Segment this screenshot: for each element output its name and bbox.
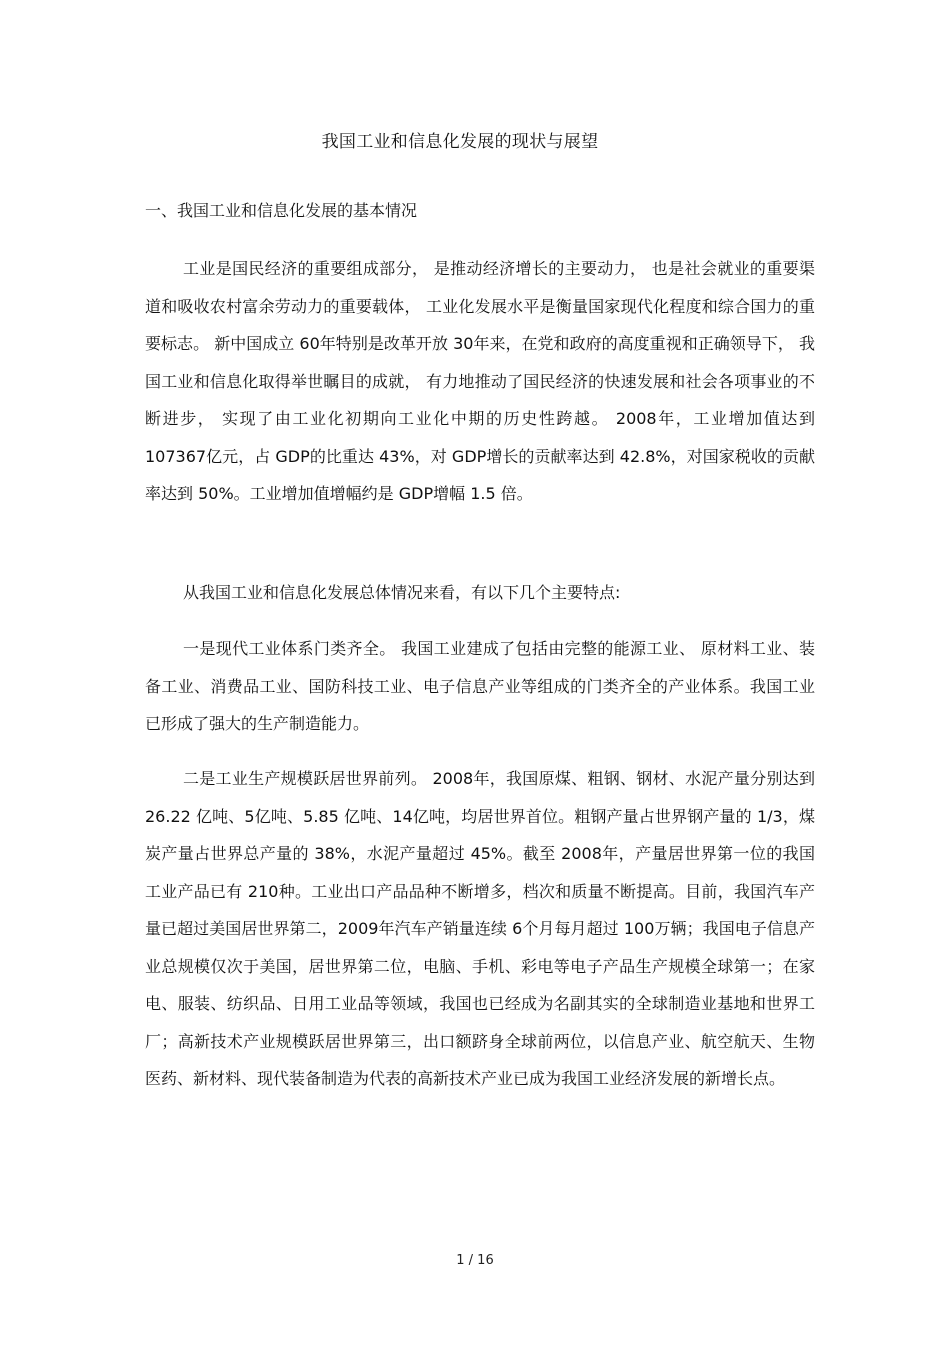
document-title: 我国工业和信息化发展的现状与展望 xyxy=(321,132,599,152)
paragraph-feature-two: 二是工业生产规模跃居世界前列。 2008年，我国原煤、粗钢、钢材、水泥产量分别达到 26.22 亿吨、5亿吨、5.85 亿吨、14亿吨，均居世界首位。粗钢产量占世界钢产量的 1/3，煤炭产量占世界总产量的 38%，水泥产量超过 45%。截至 2008年，产量居世界第一位的我国工业产品已有 210种。工业出口产品品种不断增多，档次和质量不断提高。目前，我国汽车产量已超过美国居世界第二，2009年汽车产销量连续 6个月每月超过 100万辆；我国电子信息产业总规模仅次于美国，居世界第二位，电脑、手机、彩电等电子产品生产规模全球第一；在家电、服装、纺织品、日用工业品等领域，我国也已经成为名副其实的全球制造业基地和世界工厂；高新技术产业规模跃居世界第三，出口额跻身全球前两位，以信息产业、航空航天、生物医药、新材料、现代装备制造为代表的高新技术产业已成为我国工业经济发展的新增长点。 xyxy=(145,769,815,1088)
page-number: 1 / 16 xyxy=(456,1253,494,1268)
paragraph-feature-one: 一是现代工业体系门类齐全。 我国工业建成了包括由完整的能源工业、 原材料工业、装备工业、消费品工业、国防科技工业、电子信息产业等组成的门类齐全的产业体系。我国工业已形成了强大的生产制造能力。 xyxy=(145,639,815,733)
section-heading: 一、我国工业和信息化发展的基本情况 xyxy=(145,201,418,220)
paragraph-features-intro: 从我国工业和信息化发展总体情况来看，有以下几个主要特点: xyxy=(183,583,621,602)
paragraph-industry-overview: 工业是国民经济的重要组成部分， 是推动经济增长的主要动力， 也是社会就业的重要渠道和吸收农村富余劳动力的重要载体， 工业化发展水平是衡量国家现代化程度和综合国力的重要标志。 新中国成立 60年特别是改革开放 30年来，在党和政府的高度重视和正确领导下， 我国工业和信息化取得举世瞩目的成就， 有力地推动了国民经济的快速发展和社会各项事业的不断进步， 实现了由工业化初期向工业化中期的历史性跨越。 2008年，工业增加值达到 107367亿元，占 GDP的比重达 43%，对 GDP增长的贡献率达到 42.8%，对国家税收的贡献率达到 50%。工业增加值增幅约是 GDP增幅 1.5 倍。 xyxy=(145,259,815,503)
